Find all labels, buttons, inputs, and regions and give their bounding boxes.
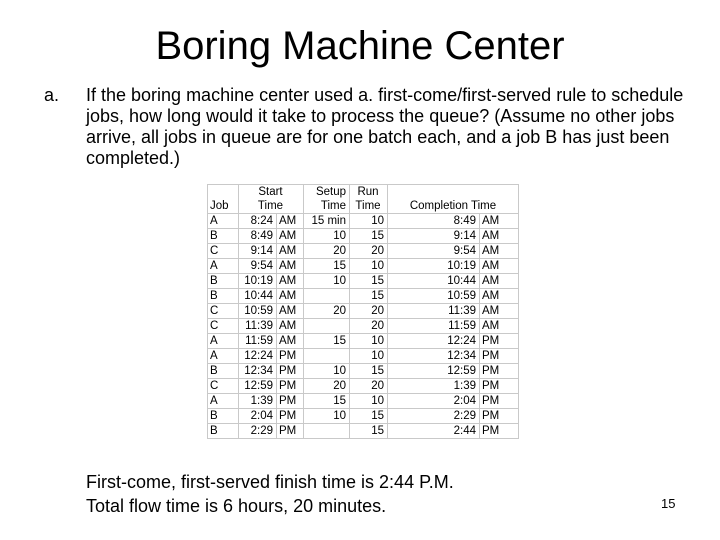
cell-completion-time: 10:59: [388, 289, 480, 304]
cell-start-ampm: AM: [277, 319, 304, 334]
cell-run-time: 15: [350, 424, 388, 439]
cell-start-ampm: AM: [277, 289, 304, 304]
cell-completion-ampm: PM: [480, 409, 519, 424]
cell-start-ampm: AM: [277, 274, 304, 289]
cell-setup-time: [304, 349, 350, 364]
table-row: [208, 394, 519, 409]
cell-completion-time: 10:44: [388, 274, 480, 289]
cell-job: B: [208, 364, 239, 379]
cell-completion-ampm: PM: [480, 364, 519, 379]
cell-run-time: 10: [350, 394, 388, 409]
cell-completion-ampm: PM: [480, 379, 519, 394]
cell-job: B: [208, 229, 239, 244]
cell-run-time: 10: [350, 214, 388, 229]
cell-completion-time: 11:59: [388, 319, 480, 334]
cell-start-time: 10:59: [239, 304, 277, 319]
cell-job: A: [208, 334, 239, 349]
cell-start-time: 9:54: [239, 259, 277, 274]
cell-start-time: 9:14: [239, 244, 277, 259]
cell-job: B: [208, 274, 239, 289]
cell-start-time: 12:34: [239, 364, 277, 379]
header-completion-label: Completion Time: [409, 200, 497, 212]
cell-run-time: 20: [350, 319, 388, 334]
cell-job: A: [208, 349, 239, 364]
cell-completion-time: 2:04: [388, 394, 480, 409]
summary: [86, 470, 454, 518]
cell-setup-time: 20: [304, 244, 350, 259]
cell-completion-time: 12:34: [388, 349, 480, 364]
table-row: [208, 349, 519, 364]
question-text: If the boring machine center used a. first-come/first-served rule to schedule jobs, how long would it take to process the queue? (Assume no other jobs arrive, all jobs in queue are for one batch each, and a job B has just been completed.): [86, 85, 684, 168]
cell-setup-time: 15: [304, 394, 350, 409]
cell-completion-ampm: PM: [480, 424, 519, 439]
cell-completion-ampm: PM: [480, 394, 519, 409]
header-setup-time: [304, 185, 350, 214]
table-row: [208, 409, 519, 424]
cell-run-time: 10: [350, 334, 388, 349]
header-start-time: [239, 185, 304, 214]
slide-title: Boring Machine Center: [155, 24, 565, 68]
cell-completion-time: 8:49: [388, 214, 480, 229]
summary-flow-time: Total flow time is 6 hours, 20 minutes.: [86, 496, 387, 516]
cell-run-time: 20: [350, 244, 388, 259]
schedule-table: [207, 184, 519, 439]
header-completion-time: [388, 185, 519, 214]
cell-job: A: [208, 259, 239, 274]
cell-start-ampm: PM: [277, 424, 304, 439]
cell-start-ampm: PM: [277, 349, 304, 364]
cell-run-time: 15: [350, 364, 388, 379]
table-row: [208, 259, 519, 274]
cell-start-time: 10:19: [239, 274, 277, 289]
cell-start-time: 11:59: [239, 334, 277, 349]
table-row: [208, 424, 519, 439]
cell-completion-time: 9:54: [388, 244, 480, 259]
cell-job: A: [208, 394, 239, 409]
cell-completion-ampm: AM: [480, 214, 519, 229]
table-row: [208, 304, 519, 319]
cell-job: A: [208, 214, 239, 229]
cell-start-ampm: AM: [277, 229, 304, 244]
cell-start-time: 8:49: [239, 229, 277, 244]
cell-completion-time: 2:44: [388, 424, 480, 439]
cell-job: C: [208, 304, 239, 319]
cell-run-time: 15: [350, 289, 388, 304]
cell-start-ampm: AM: [277, 259, 304, 274]
cell-completion-ampm: AM: [480, 259, 519, 274]
cell-start-time: 12:24: [239, 349, 277, 364]
cell-setup-time: 15: [304, 259, 350, 274]
item-label: a.: [44, 85, 60, 105]
cell-start-time: 8:24: [239, 214, 277, 229]
cell-start-ampm: AM: [277, 304, 304, 319]
cell-start-ampm: PM: [277, 379, 304, 394]
table-row: [208, 319, 519, 334]
cell-completion-time: 10:19: [388, 259, 480, 274]
cell-completion-ampm: AM: [480, 319, 519, 334]
header-run-top: Run: [357, 186, 379, 198]
cell-run-time: 20: [350, 304, 388, 319]
cell-setup-time: 10: [304, 364, 350, 379]
cell-start-time: 11:39: [239, 319, 277, 334]
cell-start-time: 12:59: [239, 379, 277, 394]
cell-job: B: [208, 424, 239, 439]
page-number: 15: [661, 496, 676, 511]
cell-completion-ampm: AM: [480, 244, 519, 259]
header-run-bottom: Time: [355, 200, 381, 212]
table-row: [208, 274, 519, 289]
header-run-time: [350, 185, 388, 214]
cell-completion-time: 1:39: [388, 379, 480, 394]
cell-completion-ampm: AM: [480, 304, 519, 319]
schedule-table-body: [208, 214, 519, 439]
cell-completion-ampm: PM: [480, 334, 519, 349]
cell-run-time: 15: [350, 274, 388, 289]
cell-job: C: [208, 244, 239, 259]
cell-completion-time: 11:39: [388, 304, 480, 319]
cell-completion-ampm: PM: [480, 349, 519, 364]
table-row: [208, 289, 519, 304]
cell-start-time: 1:39: [239, 394, 277, 409]
cell-setup-time: 10: [304, 409, 350, 424]
cell-completion-time: 2:29: [388, 409, 480, 424]
table-row: [208, 364, 519, 379]
schedule-table-container: [207, 184, 519, 439]
header-start-top: Start: [258, 186, 283, 198]
cell-start-time: 10:44: [239, 289, 277, 304]
cell-run-time: 20: [350, 379, 388, 394]
cell-completion-time: 9:14: [388, 229, 480, 244]
cell-completion-time: 12:59: [388, 364, 480, 379]
cell-job: B: [208, 409, 239, 424]
cell-start-time: 2:04: [239, 409, 277, 424]
cell-setup-time: 10: [304, 274, 350, 289]
table-row: [208, 334, 519, 349]
cell-run-time: 15: [350, 409, 388, 424]
cell-run-time: 15: [350, 229, 388, 244]
cell-setup-time: [304, 289, 350, 304]
cell-setup-time: 15 min: [304, 214, 350, 229]
table-row: [208, 229, 519, 244]
cell-setup-time: 10: [304, 229, 350, 244]
summary-finish-time: First-come, first-served finish time is 2:44 P.M.: [86, 472, 454, 492]
table-row: [208, 214, 519, 229]
header-job: [208, 185, 239, 214]
cell-start-time: 2:29: [239, 424, 277, 439]
cell-setup-time: 20: [304, 379, 350, 394]
cell-job: C: [208, 379, 239, 394]
cell-start-ampm: PM: [277, 394, 304, 409]
cell-start-ampm: AM: [277, 214, 304, 229]
header-job-label: Job: [210, 200, 229, 212]
cell-start-ampm: AM: [277, 334, 304, 349]
table-row: [208, 379, 519, 394]
cell-setup-time: [304, 424, 350, 439]
cell-setup-time: 15: [304, 334, 350, 349]
cell-run-time: 10: [350, 349, 388, 364]
cell-completion-ampm: AM: [480, 229, 519, 244]
header-start-bottom: Time: [257, 200, 284, 212]
cell-completion-ampm: AM: [480, 289, 519, 304]
cell-start-ampm: PM: [277, 409, 304, 424]
cell-run-time: 10: [350, 259, 388, 274]
cell-setup-time: 20: [304, 304, 350, 319]
cell-job: C: [208, 319, 239, 334]
cell-setup-time: [304, 319, 350, 334]
header-setup-bottom: Time: [320, 200, 346, 212]
cell-completion-ampm: AM: [480, 274, 519, 289]
cell-start-ampm: AM: [277, 244, 304, 259]
table-header-row: [208, 185, 519, 214]
cell-start-ampm: PM: [277, 364, 304, 379]
cell-job: B: [208, 289, 239, 304]
header-setup-top: Setup: [315, 186, 346, 198]
cell-completion-time: 12:24: [388, 334, 480, 349]
table-row: [208, 244, 519, 259]
